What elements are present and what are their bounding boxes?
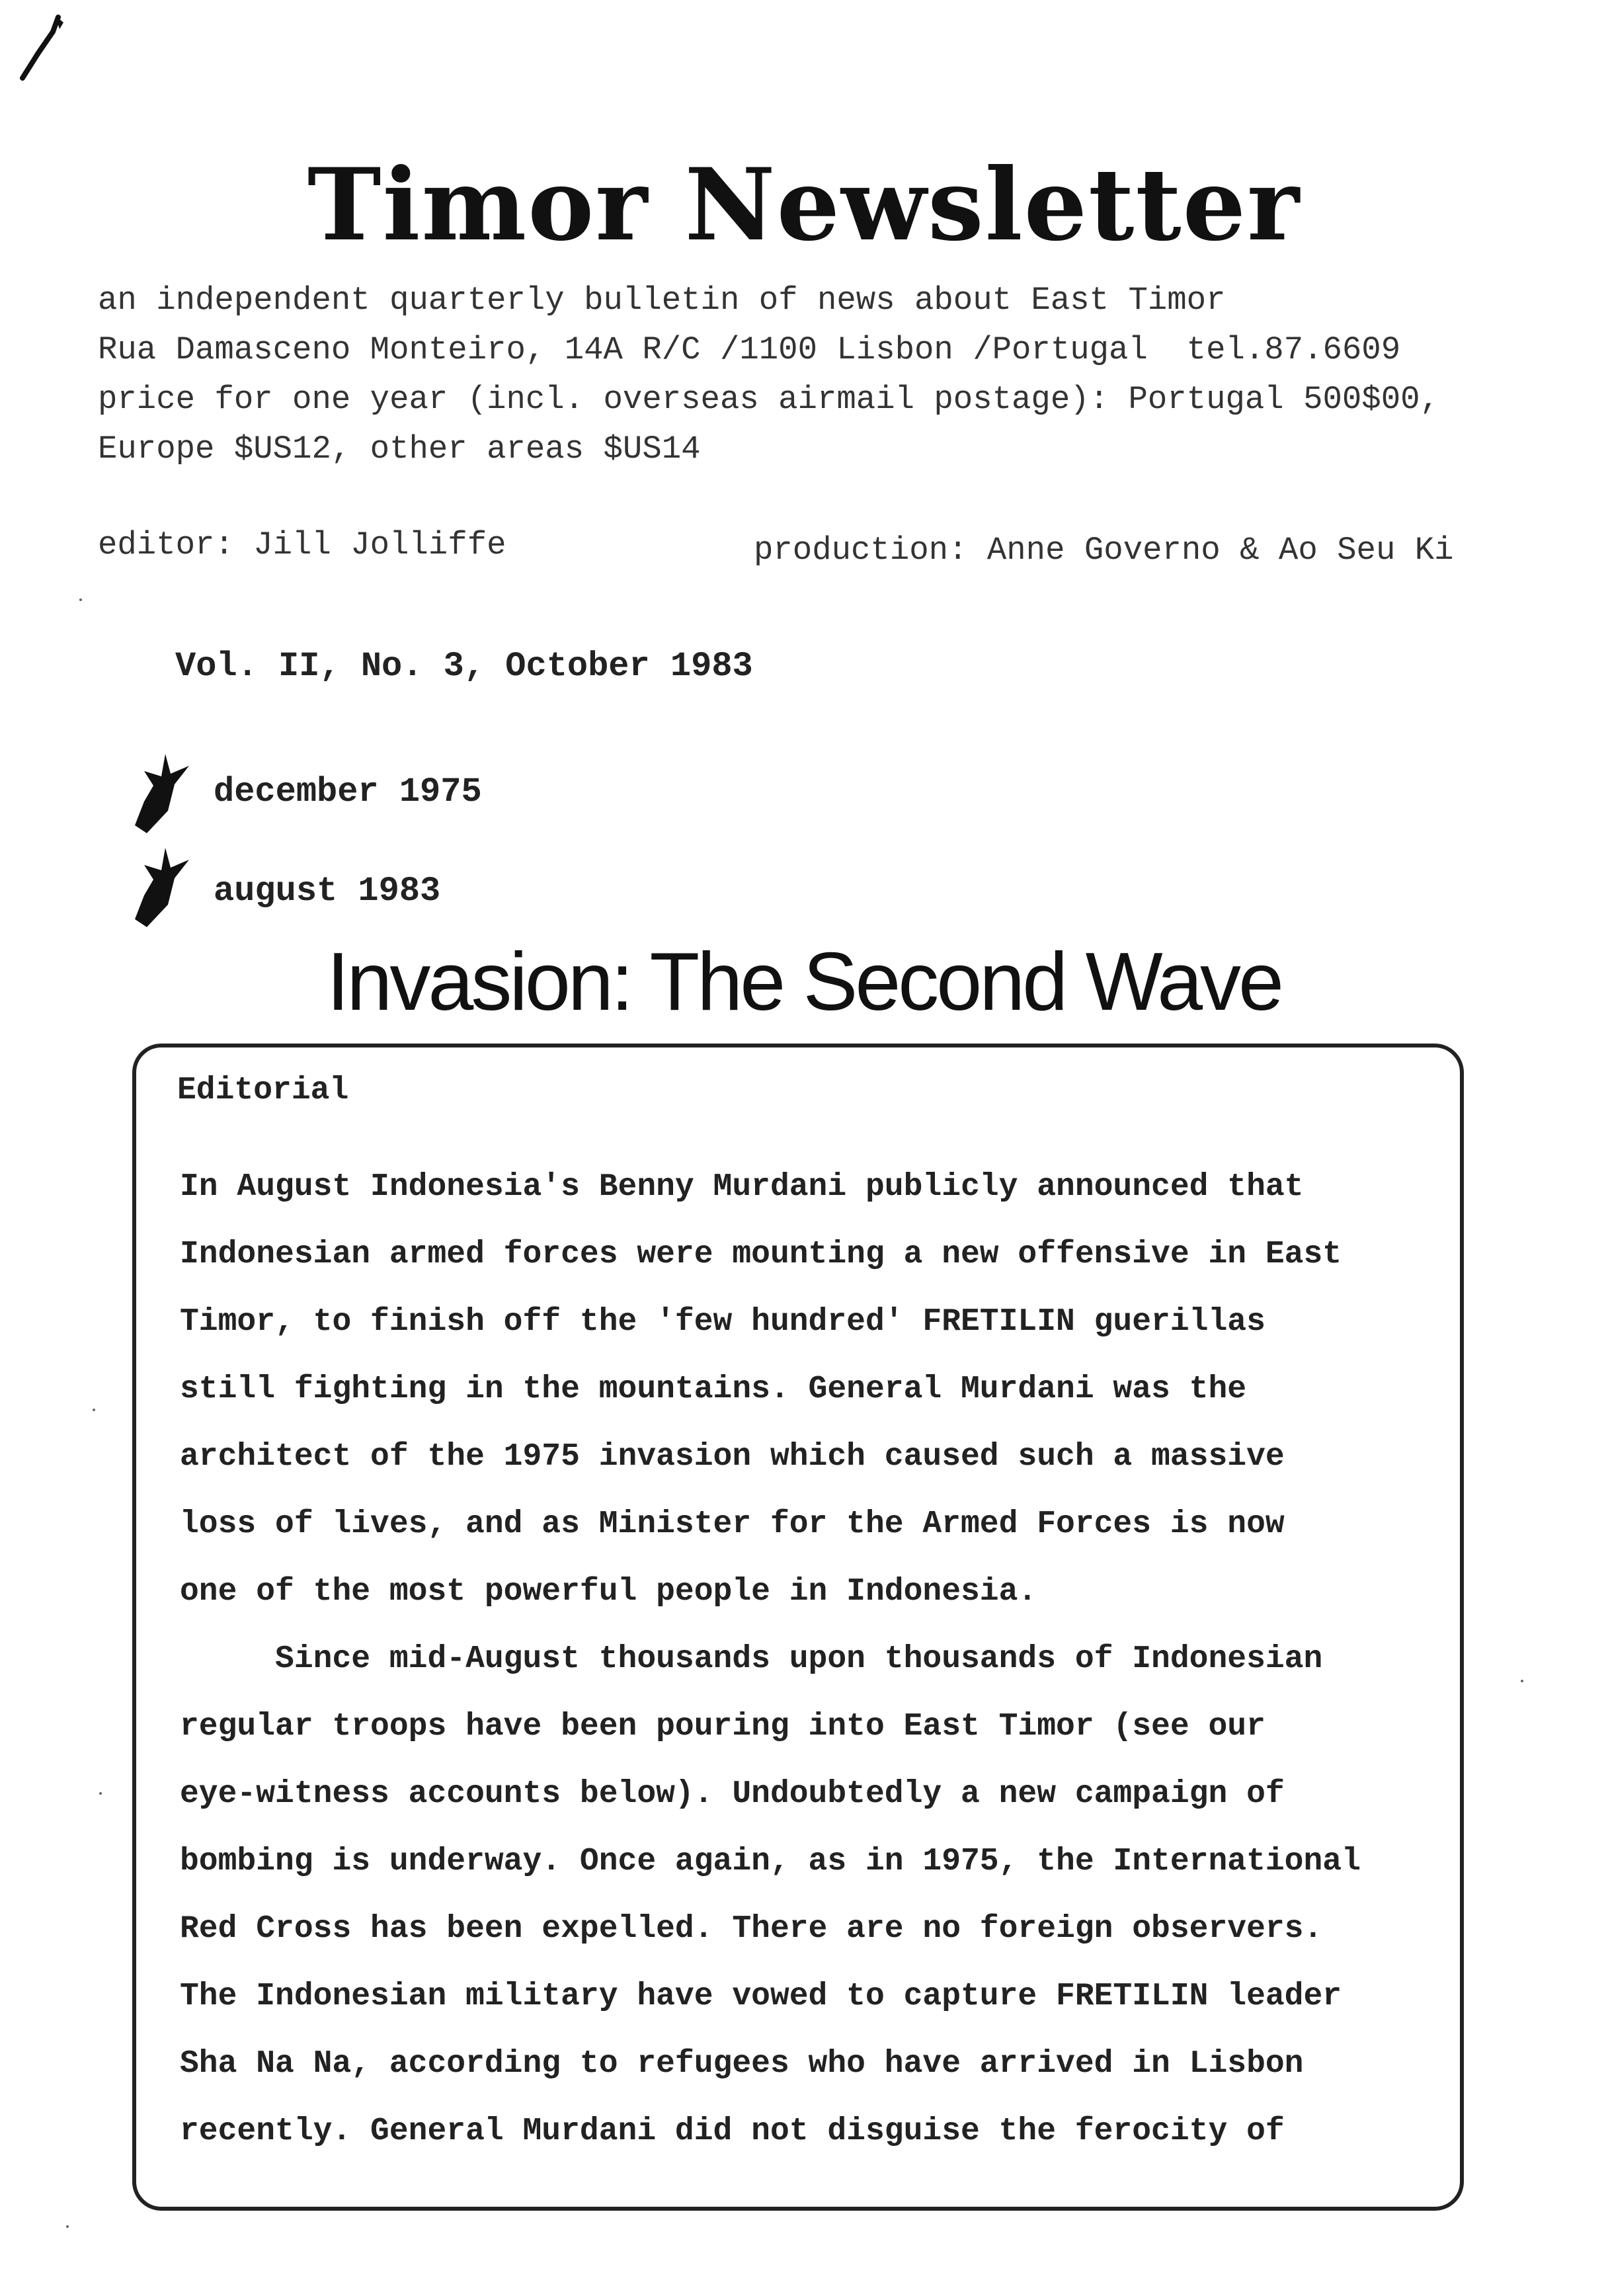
editorial-box [132,1044,1464,2211]
editorial-line: architect of the 1975 invasion which caused such a massive [180,1439,1285,1475]
editorial-line: eye-witness accounts below). Undoubtedly a new campaign of [180,1776,1285,1812]
editorial-line: Since mid-August thousands upon thousands of Indonesian [180,1641,1323,1677]
editorial-line: Sha Na Na, according to refugees who have arrived in Lisbon [180,2046,1304,2082]
editorial-line: loss of lives, and as Minister for the Armed Forces is now [180,1506,1285,1542]
editor-credit: editor: Jill Jolliffe [98,526,506,563]
bomb-icon [124,841,197,934]
bomb-icon [124,747,197,840]
subscription-price-continued: Europe $US12, other areas $US14 [98,430,701,468]
scan-speck [79,598,82,601]
editorial-line: still fighting in the mountains. General Murdani was the [180,1372,1247,1407]
issue-number: Vol. II, No. 3, October 1983 [175,647,753,686]
editorial-line: Indonesian armed forces were mounting a new offensive in East [180,1237,1342,1272]
scan-speck [93,1409,95,1411]
editorial-line: one of the most powerful people in Indonesia. [180,1574,1037,1610]
scan-speck [1521,1680,1523,1682]
scan-speck [99,1792,102,1795]
editorial-line: Timor, to finish off the 'few hundred' FRETILIN guerillas [180,1304,1266,1340]
headline: Invasion: The Second Wave [326,936,1281,1028]
publication-tagline: an independent quarterly bulletin of news about East Timor [98,282,1226,319]
scan-speck [66,2225,69,2228]
editorial-line: regular troops have been pouring into East Timor (see our [180,1709,1266,1744]
masthead-title: Timor Newsletter [307,147,1301,263]
editorial-line: The Indonesian military have vowed to capture FRETILIN leader [180,1979,1342,2014]
date-december-1975: december 1975 [214,772,482,811]
corner-pen-mark [12,12,71,85]
subscription-price: price for one year (incl. overseas airmail postage): Portugal 500$00, [98,381,1439,418]
editorial-line: In August Indonesia's Benny Murdani publicly announced that [180,1169,1304,1205]
editorial-title: Editorial [177,1073,349,1108]
production-credit: production: Anne Governo & Ao Seu Ki [754,532,1454,569]
publication-address: Rua Damasceno Monteiro, 14A R/C /1100 Lisbon /Portugal tel.87.6609 [98,331,1401,368]
editorial-line: recently. General Murdani did not disguise the ferocity of [180,2113,1285,2149]
editorial-line: bombing is underway. Once again, as in 1975, the International [180,1844,1361,1879]
editorial-line: Red Cross has been expelled. There are no foreign observers. [180,1911,1323,1947]
date-august-1983: august 1983 [214,872,441,911]
